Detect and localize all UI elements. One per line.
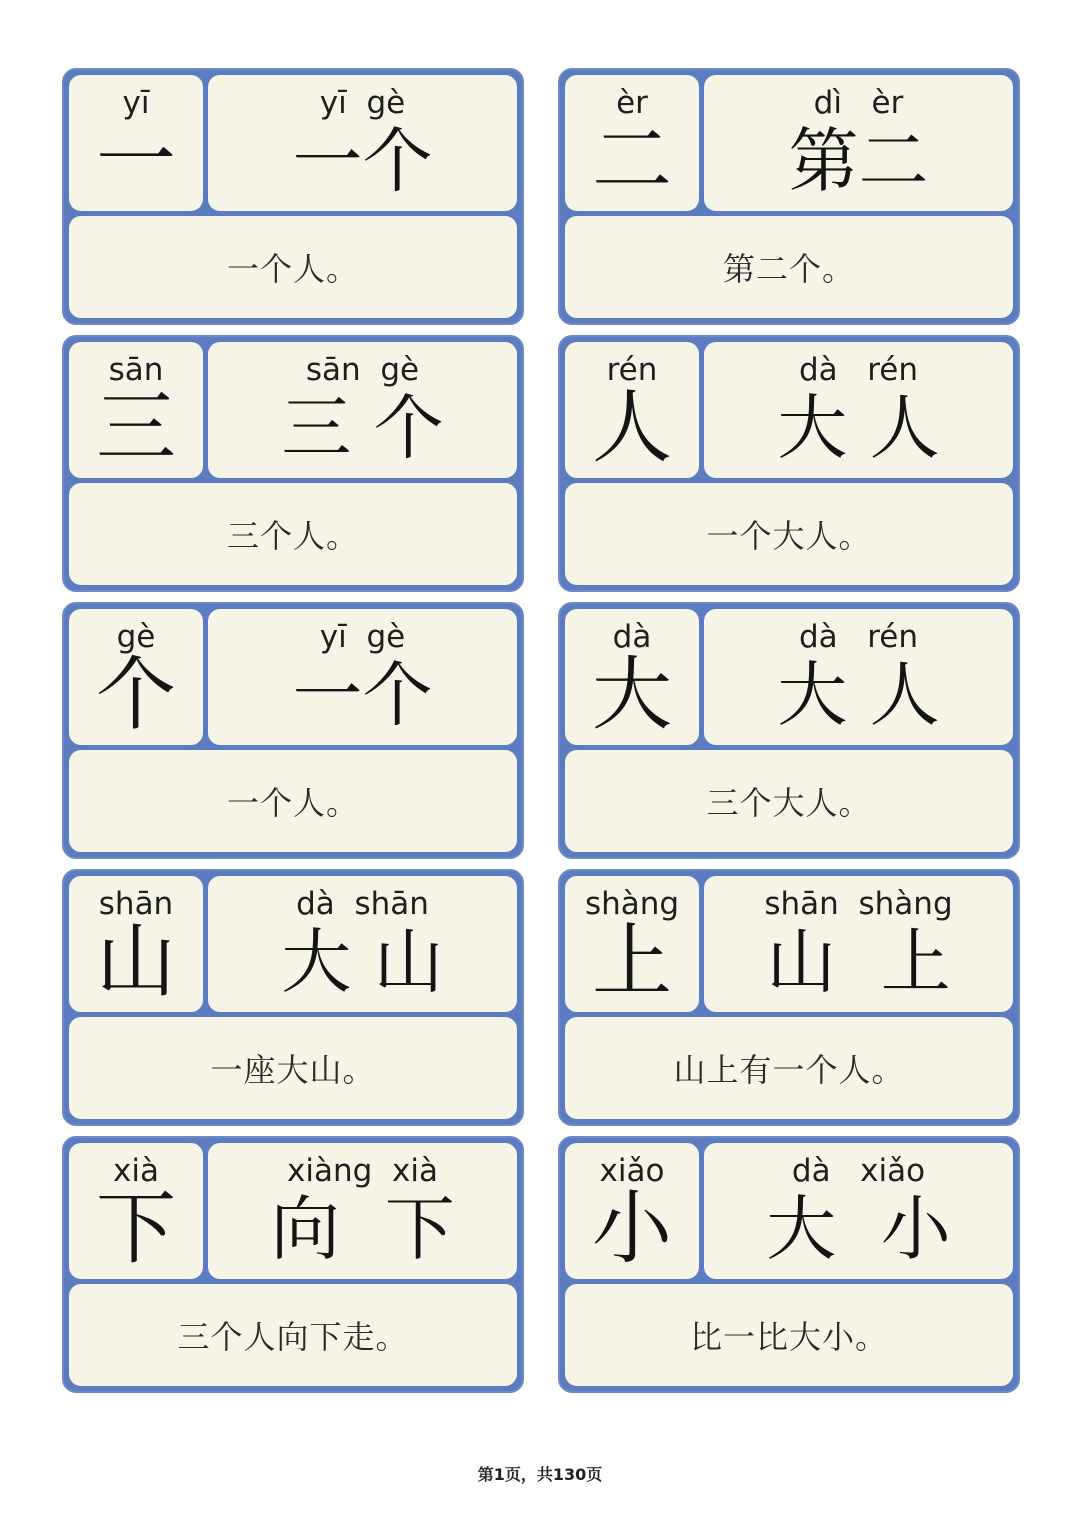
char-pinyin: rén <box>606 352 658 388</box>
word-pinyin: xiàng xià <box>287 1153 438 1189</box>
word: 向 下 <box>270 1188 455 1270</box>
word-cell <box>208 876 517 1012</box>
flashcard <box>62 335 524 592</box>
char-cell <box>565 342 699 478</box>
sentence: 比一比大小。 <box>689 1318 888 1356</box>
word-cell <box>704 609 1013 745</box>
char: 下 <box>96 1182 176 1275</box>
flashcard <box>62 1136 524 1393</box>
char-cell <box>565 1143 699 1279</box>
char: 山 <box>96 915 176 1008</box>
word-pinyin: dà xiǎo <box>791 1153 926 1189</box>
char-pinyin: xiǎo <box>599 1153 665 1189</box>
flashcard <box>558 869 1020 1126</box>
sentence-cell <box>565 216 1013 318</box>
char-pinyin: shàng <box>584 886 680 922</box>
flashcard <box>62 869 524 1126</box>
flashcard <box>558 68 1020 325</box>
char: 小 <box>592 1182 672 1275</box>
char-cell <box>69 342 203 478</box>
char-cell <box>69 609 203 745</box>
sentence: 三个大人。 <box>706 784 872 822</box>
flashcard <box>62 68 524 325</box>
sentence: 一个大人。 <box>706 517 872 555</box>
char: 三 <box>96 381 176 474</box>
sentence-cell <box>565 1284 1013 1386</box>
sentence: 第二个。 <box>722 250 855 288</box>
char-pinyin: yī <box>122 85 150 121</box>
flashcard <box>558 602 1020 859</box>
word: 三 个 <box>281 387 444 469</box>
char-cell <box>69 1143 203 1279</box>
word-cell <box>704 876 1013 1012</box>
page-number: 第1页，共130页 <box>477 1465 603 1484</box>
flashcard-grid <box>62 68 1020 1393</box>
sentence-cell <box>69 216 517 318</box>
word: 大 小 <box>766 1188 951 1270</box>
sentence-cell <box>69 750 517 852</box>
char: 人 <box>592 381 672 474</box>
char-cell <box>69 75 203 211</box>
flashcard <box>558 1136 1020 1393</box>
char-pinyin: gè <box>116 619 156 655</box>
char-pinyin: dà <box>612 619 652 655</box>
word: 第二 <box>788 120 929 202</box>
sentence: 一个人。 <box>226 250 359 288</box>
word-cell <box>208 342 517 478</box>
word: 一个 <box>292 654 433 736</box>
word-cell <box>208 609 517 745</box>
char-pinyin: èr <box>616 85 648 121</box>
word-cell <box>208 75 517 211</box>
word: 山 上 <box>766 921 951 1003</box>
char-cell <box>565 876 699 1012</box>
sentence-cell <box>565 483 1013 585</box>
flashcard <box>62 602 524 859</box>
word-cell <box>704 342 1013 478</box>
sentence-cell <box>69 1284 517 1386</box>
word-cell <box>704 75 1013 211</box>
word: 大 山 <box>281 921 444 1003</box>
char: 上 <box>592 915 672 1008</box>
char-cell <box>565 609 699 745</box>
sentence: 三个人向下走。 <box>177 1318 409 1356</box>
sentence: 一座大山。 <box>210 1051 376 1089</box>
flashcard <box>558 335 1020 592</box>
word-pinyin: dì èr <box>813 85 904 121</box>
sentence: 山上有一个人。 <box>673 1051 905 1089</box>
char: 一 <box>96 114 176 207</box>
word-pinyin: shān shàng <box>764 886 953 922</box>
char: 二 <box>592 114 672 207</box>
word-pinyin: sān gè <box>305 352 420 388</box>
word: 一个 <box>292 120 433 202</box>
char-pinyin: shān <box>98 886 174 922</box>
sentence-cell <box>69 1017 517 1119</box>
word: 大 人 <box>777 387 940 469</box>
word-pinyin: dà rén <box>798 619 919 655</box>
char: 大 <box>592 648 672 741</box>
word-pinyin: yī gè <box>319 619 406 655</box>
char-pinyin: xià <box>113 1153 159 1189</box>
sentence-cell <box>565 750 1013 852</box>
word: 大 人 <box>777 654 940 736</box>
sentence-cell <box>69 483 517 585</box>
char-cell <box>69 876 203 1012</box>
word-pinyin: dà rén <box>798 352 919 388</box>
word-cell <box>704 1143 1013 1279</box>
word-pinyin: yī gè <box>319 85 406 121</box>
char-pinyin: sān <box>108 352 164 388</box>
sentence-cell <box>565 1017 1013 1119</box>
sentence: 一个人。 <box>226 784 359 822</box>
word-pinyin: dà shān <box>296 886 429 922</box>
sentence: 三个人。 <box>226 517 359 555</box>
char-cell <box>565 75 699 211</box>
char: 个 <box>96 648 176 741</box>
word-cell <box>208 1143 517 1279</box>
